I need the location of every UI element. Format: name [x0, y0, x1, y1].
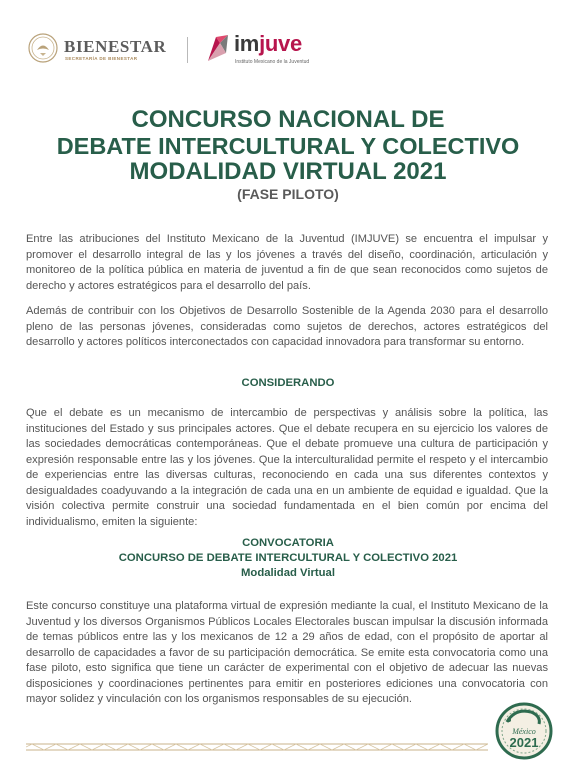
document-subtitle: (FASE PILOTO)	[237, 186, 339, 202]
imjuve-logo-icon	[204, 33, 230, 63]
considerando-heading: CONSIDERANDO	[241, 377, 335, 389]
footer-decorative-border	[26, 741, 488, 753]
contest-description-paragraph: Este concurso constituye una plataforma virtual de expresión mediante la cual, el Instituto Mexicano de la Juventud y los diversos Organismos Públicos Locales Electorales buscan impulsar la discusión informada de temas públicos entre las y los mexicanos de 12 a 29 años de edad, con el propósito de aportar al desarrollo de capacidades a favor de su participación democrática. Se emite esta convocatoria como una fase piloto, esto significa que tiene un carácter de experimental con el objetivo de adecuar las nuevas disposiciones y coordinaciones pertinentes para emitir en posteriores ediciones una convocatoria con mayor solidez y vinculación con los organismos responsables de su ejecución.	[26, 600, 548, 705]
convocatoria-modality-heading: Modalidad Virtual	[241, 567, 335, 579]
document-title	[0, 107, 576, 185]
title-line-1: CONCURSO NACIONAL DE	[131, 106, 445, 133]
bienestar-logo-subtitle: SECRETARÍA DE BIENESTAR	[65, 56, 138, 61]
mexico-2021-badge	[495, 702, 553, 760]
mexico-2021-badge-icon	[495, 702, 553, 760]
title-line-2: DEBATE INTERCULTURAL Y COLECTIVO	[56, 133, 520, 159]
mexico-seal-icon	[28, 33, 58, 63]
badge-word: México	[512, 727, 536, 736]
considerando-paragraph: Que el debate es un mecanismo de intercambio de perspectivas y análisis sobre la política, las instituciones del Estado y sus principales actores. Que el debate recupera en su ejercicio los valores de las sociedades democráticas contemporáneas. Que el debate promueve una cultura de participación y expresión responsable entre las y los jóvenes. Que la interculturalidad permite el respeto y el intercambio de experiencias entre las diversas culturas, reconociendo en cada una sus diferentes contextos y desigualdades coadyuvando a la integración de cada una en un ambiente de equidad e igualdad. Que la visión colectiva permite construir una sociedad fundamentada en el bien común por encima del individualismo, emiten la siguiente:	[26, 407, 548, 528]
header-logos	[24, 30, 354, 72]
imjuve-logo-text-im: im	[234, 31, 260, 56]
convocatoria-contest-heading: CONCURSO DE DEBATE INTERCULTURAL Y COLECTIVO 2021	[118, 552, 458, 564]
imjuve-logo-text	[234, 31, 302, 57]
logo-separator	[187, 37, 188, 63]
title-line-3: MODALIDAD VIRTUAL 2021	[129, 158, 447, 185]
intro-paragraph: Entre las atribuciones del Instituto Mexicano de la Juventud (IMJUVE) se encuentra el impulsar y promover el desarrollo integral de las y los jóvenes a través del diseño, coordinación, articulación y monitoreo de la política pública en materia de juventud a fin de que sean reconocidos como sujetos de derecho y actores estratégicos para el desarrollo del país.	[26, 233, 548, 292]
bienestar-logo-text: BIENESTAR	[64, 37, 167, 56]
badge-year: 2021	[509, 735, 539, 750]
imjuve-logo-text-juve: juve	[259, 31, 302, 56]
imjuve-logo-subtitle: Instituto Mexicano de la Juventud	[235, 59, 310, 65]
convocatoria-heading: CONVOCATORIA	[242, 537, 334, 549]
objectives-paragraph: Además de contribuir con los Objetivos de Desarrollo Sostenible de la Agenda 2030 para el desarrollo pleno de las personas jóvenes, consideradas como sujetos de derechos, actores estratégicos del desarrollo y actores políticos interconectados con capacidad innovadora para transformar su entorno.	[26, 305, 548, 348]
